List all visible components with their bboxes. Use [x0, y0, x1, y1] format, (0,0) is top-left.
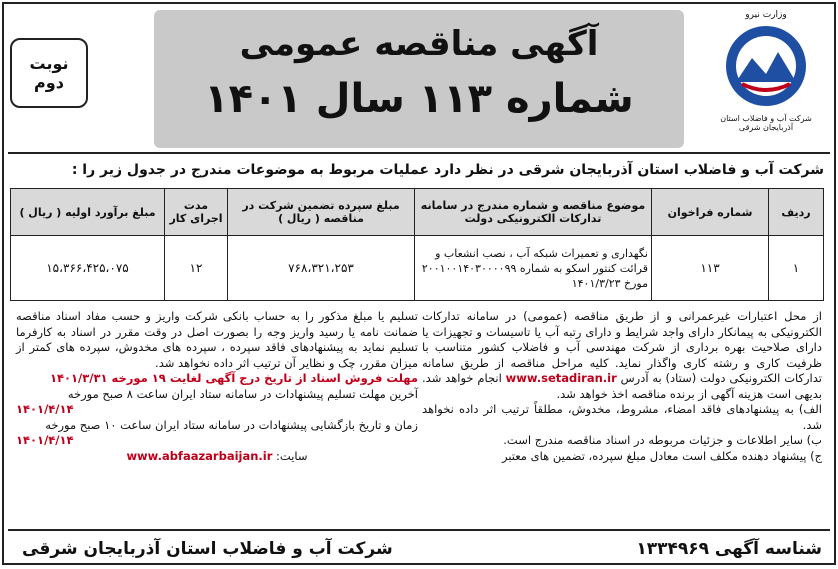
- tender-notice: [2, 2, 836, 565]
- ministry-label: وزارت نیرو: [745, 10, 787, 20]
- logo-caption: شرکت آب و فاضلاب استان آذربایجان شرقی: [720, 114, 812, 132]
- tender-table: [10, 188, 824, 301]
- header-divider: [8, 152, 830, 154]
- cell-subject: نگهداری و تعمیرات شبکه آب ، نصب انشعاب و قرائت کنتور اسکو به شماره ۲۰۰۱۰۰۱۴۰۳۰۰۰۰۹۹ مورخ ۱۴۰۱/۳/۲۳: [415, 236, 652, 301]
- body-right-column: [422, 309, 822, 464]
- footer-divider: [8, 529, 830, 531]
- col-estimate: مبلغ برآورد اولیه ( ریال ): [11, 189, 165, 236]
- turn-value: دوم: [34, 73, 64, 92]
- footer-company-name: شرکت آب و فاضلاب استان آذربایجان شرقی: [22, 539, 393, 559]
- site-label: سایت:: [276, 448, 308, 463]
- col-guarantee: مبلغ سپرده تضمین شرکت در مناقصه ( ریال ): [228, 189, 415, 236]
- notice-title: آگهی مناقصه عمومی: [239, 24, 599, 64]
- opening-time: زمان و تاریخ بازگشایی پیشنهادات در سامانه ستاد ایران ساعت ۱۰ صبح مورخه: [45, 417, 418, 432]
- submission-date: ۱۴۰۱/۴/۱۴: [16, 402, 74, 416]
- water-drop-logo-icon: [722, 22, 810, 110]
- company-logo-block: [706, 10, 826, 150]
- opening-date: ۱۴۰۱/۴/۱۴: [16, 433, 74, 447]
- table-header-row: [11, 189, 824, 236]
- col-call-number: شماره فراخوان: [652, 189, 769, 236]
- site-line: [16, 449, 418, 465]
- guarantee-paragraph: تسلیم یا مبلغ مذکور را به حساب بانکی شرکت واریز و حسب مفاد اسناد مناقصه ضمانت نامه یا رسید واریز وجه را بصورت اصل در وقت مقرر در اسناد به کارفرما تسلیم نماید به پیشنهادهای فاقد سپرده ، سپرده های مخدوش، سپرده های کمتر از میزان مقرر، چک و نظایر آن ترتیب اثر داده نخواهد شد.: [16, 309, 418, 370]
- intro-text: شرکت آب و فاضلاب استان آذربایجان شرقی در نظر دارد عملیات مربوط به موضوعات مندرج در جدول زیر را :: [71, 162, 824, 178]
- body-left-column: [16, 309, 418, 464]
- cell-guarantee: ۷۶۸،۳۲۱،۲۵۳: [228, 236, 415, 301]
- table-row: [11, 236, 824, 301]
- notice-number-title: شماره ۱۱۳ سال ۱۴۰۱: [204, 76, 634, 122]
- body-text: از محل اعتبارات غیرعمرانی و از طریق مناقصه (عمومی) در سامانه تدارکات الکترونیکی به پیمانکار دارای واجد شرایط و دارای رتبه آب یا تاسیسات و تجهیزات یا دارای صلاحیت بهره برداری از شرکت مهندسی آب و فاضلاب کشور متناسب با ظرفیت کاری و رشته کاری واگذار نماید. کلیه مراحل مناقصه از طریق سامانه تدارکات الکترونیکی دولت (ستاد) به آدرس: [422, 309, 822, 385]
- turn-badge: [10, 38, 88, 108]
- ad-identifier: شناسه آگهی ۱۳۳۴۹۶۹: [636, 539, 822, 559]
- setad-link[interactable]: www.setadiran.ir: [505, 371, 617, 385]
- cell-call-number: ۱۱۳: [652, 236, 769, 301]
- cell-duration: ۱۲: [165, 236, 228, 301]
- body-text-tail: انجام خواهد شد. بدیهی است هزینه آگهی از برنده مناقصه اخذ خواهد شد.: [422, 371, 822, 401]
- col-subject: موضوع مناقصه و شماره مندرج در سامانه تدارکات الکترونیکی دولت: [415, 189, 652, 236]
- cell-estimate: ۱۵،۳۶۶،۴۲۵،۰۷۵: [11, 236, 165, 301]
- company-site-link[interactable]: www.abfaazarbaijan.ir: [126, 448, 273, 463]
- cell-row: ۱: [769, 236, 824, 301]
- body-paragraph: [422, 309, 822, 402]
- turn-label: نوبت: [29, 54, 69, 73]
- clause-b: ب) سایر اطلاعات و جزئیات مربوطه در اسناد مناقصه مندرج است.: [503, 433, 822, 447]
- sale-deadline: مهلت فروش اسناد از تاریخ درج آگهی لغایت ۱۹ مورخه ۱۴۰۱/۳/۳۱: [49, 371, 418, 385]
- title-banner: [154, 10, 684, 148]
- submission-deadline: آخرین مهلت تسلیم پیشنهادات در سامانه ستاد ایران ساعت ۸ صبح مورخه: [67, 386, 418, 401]
- col-row: ردیف: [769, 189, 824, 236]
- clause-c: ج) پیشنهاد دهنده مکلف است معادل مبلغ سپرده، تضمین های معتبر: [501, 448, 822, 463]
- col-duration: مدت اجرای کار: [165, 189, 228, 236]
- clause-a: الف) به پیشنهادهای فاقد امضاء، مشروط، مخدوش، مطلقاً ترتیب اثر داده نخواهد شد.: [422, 402, 822, 432]
